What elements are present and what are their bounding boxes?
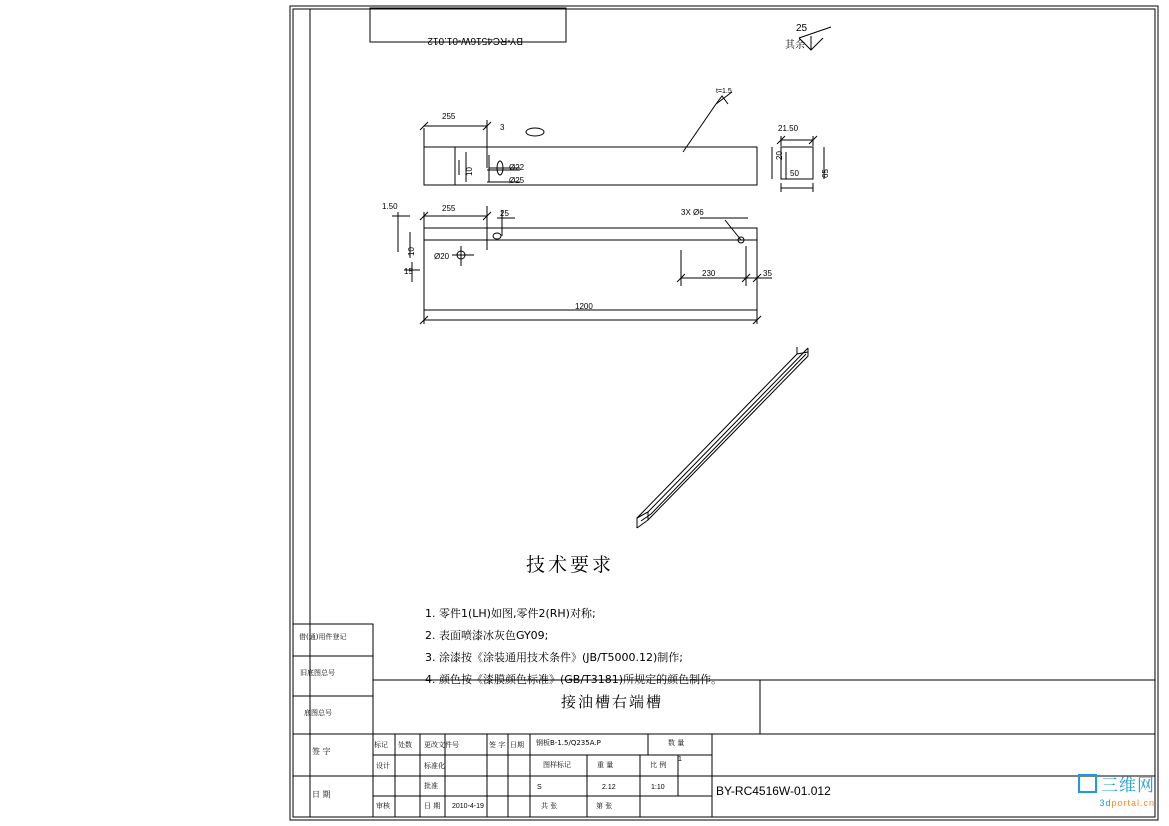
left-label-old-drawing: 旧底图总号	[300, 669, 335, 677]
dim-10-front: 10	[407, 247, 416, 256]
rev-header-count: 处数	[398, 741, 412, 749]
surface-note-value: 25	[796, 23, 808, 34]
dim-1-50: 1.50	[382, 202, 398, 211]
rev-header-mark: 标记	[374, 741, 388, 749]
watermark-url: 3dportal.cn	[1099, 798, 1155, 808]
dim-65-sec: 65	[821, 169, 830, 178]
scale-value: 1:10	[651, 784, 665, 791]
row-label-date2: 日 期	[424, 802, 441, 810]
watermark-logo	[1078, 771, 1155, 808]
row-label-review: 审核	[376, 802, 390, 810]
date-value: 2010-4-19	[452, 803, 484, 810]
rev-header-date: 日期	[510, 741, 524, 749]
sheet-code-top: BY-RC4516W-01.012	[427, 35, 523, 46]
drawing-number: BY-RC4516W-01.012	[716, 784, 831, 798]
dim-35: 35	[763, 269, 772, 278]
tech-item-3: 3. 涂漆按《涂装通用技术条件》(JB/T5000.12)制作;	[425, 651, 683, 664]
stage-header-weight: 重 量	[597, 761, 614, 769]
dim-15-front: 15	[404, 267, 413, 276]
left-label-base-drawing: 底图总号	[304, 709, 332, 717]
stage-mark-value: S	[537, 784, 542, 791]
dim-3-top: 3	[500, 123, 505, 132]
dim-230: 230	[702, 269, 716, 278]
stage-header-mark: 图样标记	[543, 761, 571, 769]
sheet-total: 共 张	[541, 802, 558, 810]
tech-title: 技术要求	[526, 554, 615, 576]
qty-value: 1	[678, 756, 682, 763]
dim-50-sec: 50	[790, 169, 799, 178]
logo-square-icon	[1078, 774, 1097, 793]
rev-header-docno: 更改文件号	[424, 741, 459, 749]
surface-note-label: 其余	[785, 40, 805, 51]
weight-value: 2.12	[602, 784, 616, 791]
dim-d25: Ø25	[509, 176, 525, 185]
rev-header-sign: 签 字	[489, 741, 506, 749]
left-label-date: 日 期	[312, 790, 331, 799]
sheet-index: 第 张	[596, 802, 613, 810]
dim-d20: Ø20	[434, 252, 450, 261]
row-label-standardize: 标准化	[424, 762, 445, 770]
left-label-signature: 签 字	[312, 747, 331, 756]
watermark-name: 三维网	[1101, 776, 1155, 796]
tech-item-2: 2. 表面喷漆冰灰色GY09;	[425, 629, 549, 642]
row-label-design: 设计	[376, 762, 390, 770]
stage-header-scale: 比 例	[650, 761, 667, 769]
part-title: 接油槽右端槽	[561, 693, 664, 711]
row-label-approve: 批准	[424, 782, 438, 790]
dim-20-sec: 20	[775, 151, 784, 160]
dim-255-front: 255	[442, 204, 456, 213]
dim-21-50: 21.50	[778, 124, 799, 133]
dim-3x-d6: 3X Ø6	[681, 208, 704, 217]
tech-item-1: 1. 零件1(LH)如图,零件2(RH)对称;	[425, 607, 596, 620]
thickness-note: t=1.5	[716, 88, 732, 95]
dim-255-top: 255	[442, 112, 456, 121]
dim-1200: 1200	[575, 302, 593, 311]
dim-25-front: 25	[500, 209, 509, 218]
dim-d22: Ø22	[509, 163, 525, 172]
qty-label: 数 量	[668, 739, 685, 747]
left-label-borrow: 借(通)用件登记	[299, 633, 347, 641]
tech-item-4: 4. 颜色按《漆膜颜色标准》(GB/T3181)所规定的颜色制作。	[425, 673, 723, 686]
dim-10-top: 10	[465, 167, 474, 176]
material-value: 钢板B-1.5/Q235A.P	[536, 739, 601, 747]
